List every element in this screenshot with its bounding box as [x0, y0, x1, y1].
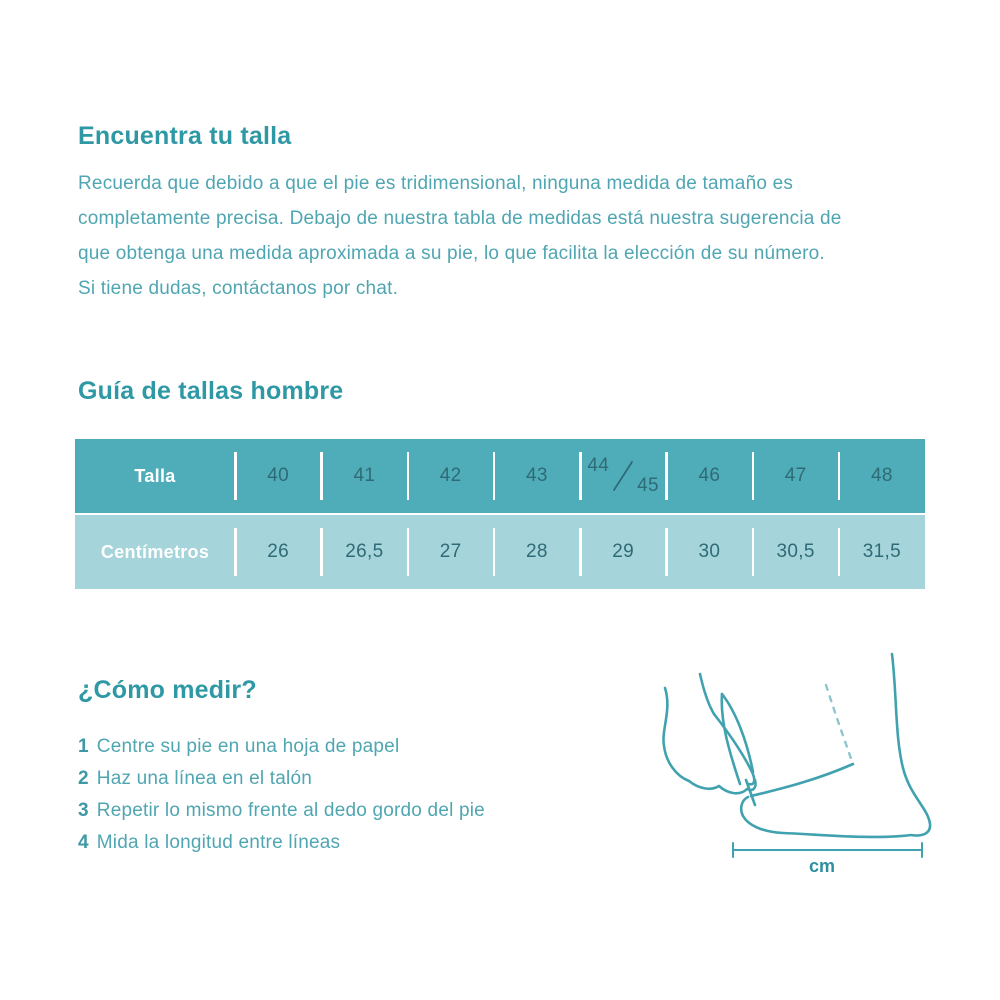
intro-line: que obtenga una medida aproximada a su pie, lo que facilita la elección de su número. — [78, 243, 825, 264]
cm-cell: 29 — [580, 515, 666, 589]
step-number: 1 — [78, 736, 89, 757]
intro-line: Si tiene dudas, contáctanos por chat. — [78, 278, 399, 299]
intro-line: completamente precisa. Debajo de nuestra tabla de medidas está nuestra sugerencia de — [78, 208, 842, 229]
intro-line: Recuerda que debido a que el pie es tridimensional, ninguna medida de tamaño es — [78, 173, 794, 194]
size-table-row-sizes — [75, 439, 925, 513]
size-row-header: Talla — [134, 465, 176, 486]
find-size-title: Encuentra tu talla — [78, 122, 292, 150]
shin-dashed-line — [826, 685, 853, 764]
cm-row-header: Centímetros — [100, 541, 210, 562]
find-size-intro — [78, 166, 842, 306]
size-cell: 48 — [839, 439, 925, 513]
step-text: Repetir lo mismo frente al dedo gordo del pie — [96, 800, 485, 821]
size-cell: 40 — [235, 439, 321, 513]
size-guide-title: Guía de tallas hombre — [78, 377, 344, 405]
step-text: Haz una línea en el talón — [96, 768, 312, 789]
step-text: Centre su pie en una hoja de papel — [96, 736, 400, 757]
step-number: 4 — [78, 832, 89, 853]
step-item — [78, 731, 485, 763]
step-item — [78, 763, 485, 795]
how-to-measure-title: ¿Cómo medir? — [78, 676, 257, 704]
step-number: 2 — [78, 768, 89, 789]
hand-wrist-outer — [663, 688, 689, 781]
size-cell: 42 — [408, 439, 494, 513]
size-44-45 — [587, 457, 658, 495]
size-cell-split — [580, 439, 666, 513]
step-number: 3 — [78, 800, 89, 821]
cm-cell: 26 — [235, 515, 321, 589]
hand-wrist-inner — [700, 674, 714, 714]
foot-measuring-illustration — [645, 648, 965, 888]
instep-line — [751, 764, 853, 796]
size-44: 44 — [587, 455, 610, 476]
size-45: 45 — [637, 475, 659, 496]
cm-cell: 28 — [494, 515, 580, 589]
size-cell: 41 — [321, 439, 407, 513]
size-cell: 46 — [666, 439, 752, 513]
cm-cell: 26,5 — [321, 515, 407, 589]
size-cell: 43 — [494, 439, 580, 513]
cm-unit-label: cm — [808, 856, 836, 876]
cm-cell: 30,5 — [753, 515, 839, 589]
step-item — [78, 795, 485, 827]
cm-cell: 30 — [666, 515, 752, 589]
size-cell: 47 — [753, 439, 839, 513]
size-table — [75, 439, 925, 589]
size-table-row-centimeters — [75, 515, 925, 589]
step-text: Mida la longitud entre líneas — [96, 832, 341, 853]
slash-divider-icon — [610, 457, 636, 495]
foot-outline — [741, 654, 930, 837]
step-item — [78, 827, 485, 859]
cm-cell: 31,5 — [839, 515, 925, 589]
measure-steps-list — [78, 731, 485, 859]
cm-cell: 27 — [408, 515, 494, 589]
